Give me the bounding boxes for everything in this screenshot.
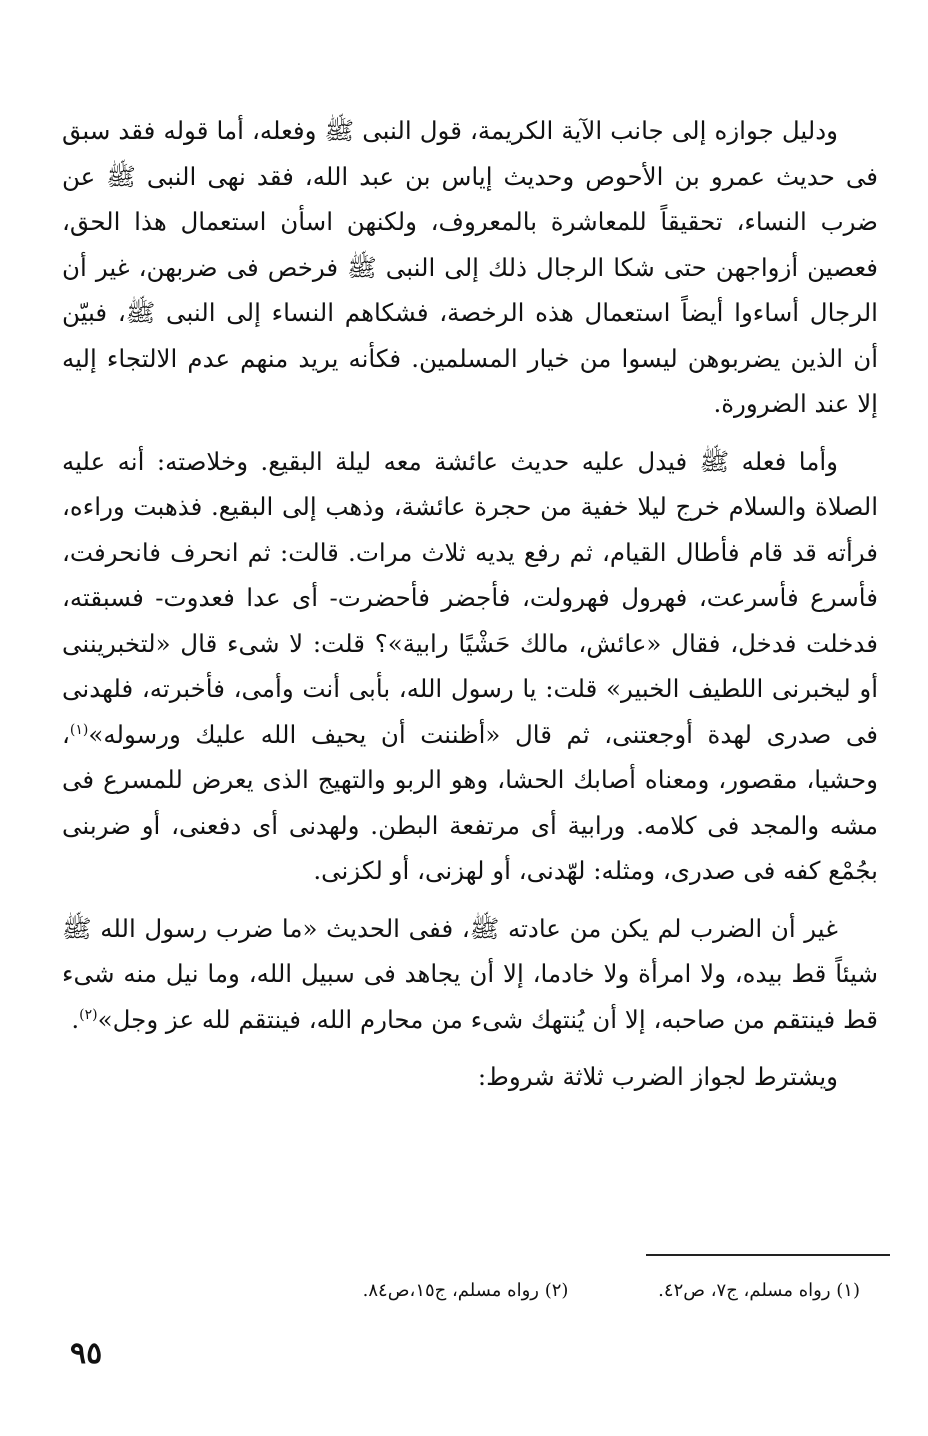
- paragraph-1: [62, 108, 878, 427]
- footnote-1: (١) رواه مسلم، ج٧، ص٤٢.: [658, 1280, 860, 1301]
- paragraph-3-text: غير أن الضرب لم يكن من عادته ﷺ، ففى الحديث «ما ضرب رسول الله ﷺ شيئاً قط بيده، ولا امرأة ولا خادما، إلا أن يجاهد فى سبيل الله، وما نيل منه شىء قط فينتقم من صاحبه، إلا أن يُنتهك شىء من محارم الله، فينتقم لله عز وجل»: [62, 913, 878, 1034]
- paragraph-2: [62, 439, 878, 894]
- paragraph-3-text-after: .: [71, 1004, 80, 1034]
- paragraph-4: [62, 1054, 878, 1100]
- paragraph-1-text: ودليل جوازه إلى جانب الآية الكريمة، قول النبى ﷺ وفعله، أما قوله فقد سبق فى حديث عمرو بن الأحوص وحديث إياس بن عبد الله، فقد نهى النبى ﷺ عن ضرب النساء، تحقيقاً للمعاشرة بالمعروف، ولكنهن اسأن استعمال هذا الحق، فعصين أزواجهن حتى شكا الرجال ذلك إلى النبى ﷺ فرخص فى ضربهن، غير أن الرجال أساءوا أيضاً استعمال هذه الرخصة، فشكاهم النساء إلى النبى ﷺ، فبيّن أن الذين يضربوهن ليسوا من خيار المسلمين. فكأنه يريد منهم عدم الالتجاء إليه إلا عند الضرورة.: [62, 116, 878, 418]
- footnotes: [60, 1276, 860, 1306]
- footnote-2: (٢) رواه مسلم، ج١٥،ص٨٤.: [362, 1280, 569, 1301]
- paragraph-3: [62, 906, 878, 1043]
- page-number: ٩٥: [70, 1336, 103, 1371]
- paragraph-2-text: وأما فعله ﷺ فيدل عليه حديث عائشة معه ليلة البقيع. وخلاصته: أنه عليه الصلاة والسلام خرج ليلا خفية من حجرة عائشة، وذهب إلى البقيع. فذهبت وراءه، فرأته قد قام فأطال القيام، ثم رفع يديه ثلاث مرات. قالت: ثم انحرف فانحرفت، فأسرع فأسرعت، فهرول فهرولت، فأجضر فأحضرت- أى عدا فعدوت- فسبقته، فدخلت فدخل، فقال «عائش، مالك حَشْيًا رابية»؟ قلت: لا شىء قال «لتخبريننى أو ليخبرنى اللطيف الخبير» قلت: يا رسول الله، بأبى أنت وأمى، فأخبرته، فلهدنى فى صدرى لهدة أوجعتنى، ثم قال «أظننت أن يحيف الله عليك ورسوله»: [62, 446, 878, 749]
- footnote-ref-2: (٢): [79, 1006, 98, 1023]
- paragraph-4-text: ويشترط لجواز الضرب ثلاثة شروط:: [477, 1062, 838, 1091]
- footnote-ref-1: (١): [69, 721, 89, 738]
- paragraph-2-text-after: ، وحشيا، مقصور، ومعناه أصابك الحشا، وهو الربو والتهيج الذى يعرض للمسرع فى مشه والمجد فى كلامه. ورابية أى مرتفعة البطن. ولهدنى أى دفعنى، أو ضربنى بجُمْع كفه فى صدرى، ومثله: لهّدنى، أو لهزنى، أو لكزنى.: [62, 719, 878, 885]
- footnote-divider: [646, 1254, 890, 1256]
- body-text: [62, 108, 878, 1100]
